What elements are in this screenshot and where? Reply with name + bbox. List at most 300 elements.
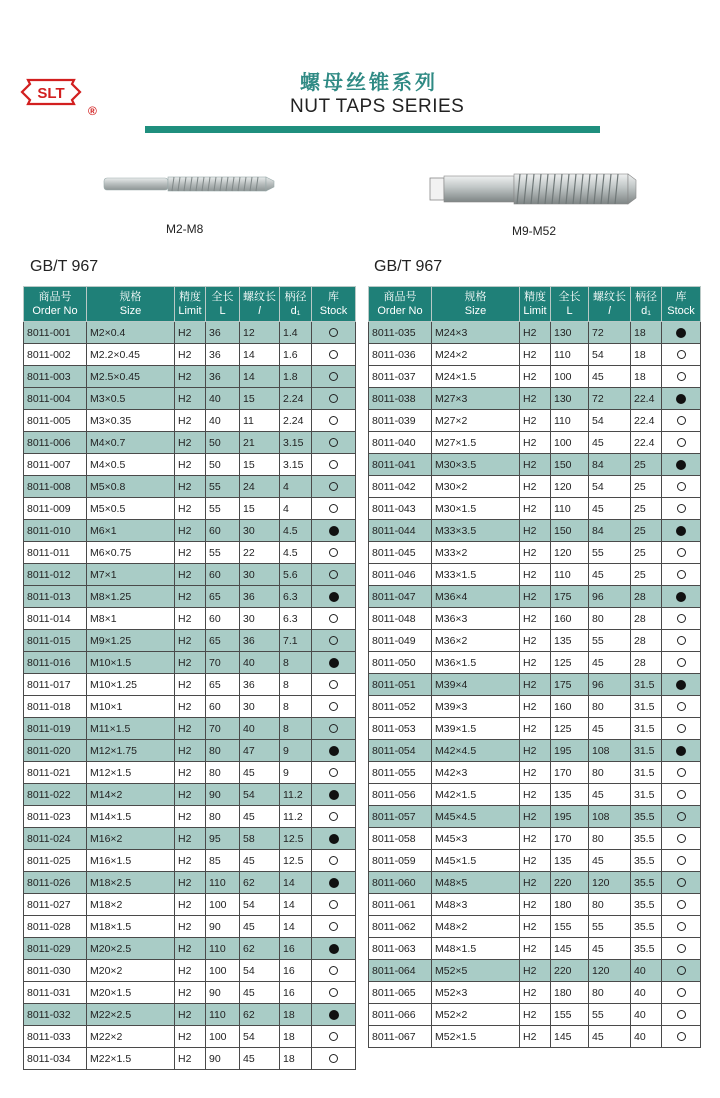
cell-thread-length: 80: [589, 828, 631, 850]
cell-shank-dia: 35.5: [631, 938, 662, 960]
cell-thread-length: 36: [240, 674, 280, 696]
cell-thread-length: 40: [240, 652, 280, 674]
cell-length: 160: [551, 696, 589, 718]
table-row: [24, 1048, 356, 1070]
cell-thread-length: 80: [589, 982, 631, 1004]
cell-order-no: 8011-039: [369, 410, 432, 432]
cell-order-no: 8011-044: [369, 520, 432, 542]
cell-stock: [312, 1048, 356, 1070]
cell-size: M16×2: [87, 828, 175, 850]
cell-limit: H2: [520, 652, 551, 674]
cell-size: M10×1.5: [87, 652, 175, 674]
cell-thread-length: 62: [240, 1004, 280, 1026]
cell-order-no: 8011-058: [369, 828, 432, 850]
cell-shank-dia: 18: [631, 344, 662, 366]
table-row: [369, 344, 701, 366]
cell-thread-length: 45: [589, 498, 631, 520]
stock-open-circle-icon: [677, 724, 686, 733]
cell-thread-length: 62: [240, 872, 280, 894]
cell-length: 85: [206, 850, 240, 872]
cell-length: 170: [551, 828, 589, 850]
cell-length: 65: [206, 674, 240, 696]
cell-length: 36: [206, 344, 240, 366]
cell-stock: [662, 762, 701, 784]
cell-size: M6×0.75: [87, 542, 175, 564]
cell-length: 60: [206, 564, 240, 586]
stock-filled-dot-icon: [329, 944, 339, 954]
cell-order-no: 8011-032: [24, 1004, 87, 1026]
cell-length: 145: [551, 938, 589, 960]
cell-length: 60: [206, 520, 240, 542]
cell-limit: H2: [175, 388, 206, 410]
cell-limit: H2: [175, 916, 206, 938]
cell-thread-length: 80: [589, 894, 631, 916]
cell-order-no: 8011-018: [24, 696, 87, 718]
stock-open-circle-icon: [677, 416, 686, 425]
cell-limit: H2: [175, 410, 206, 432]
cell-order-no: 8011-060: [369, 872, 432, 894]
stock-filled-dot-icon: [329, 526, 339, 536]
table-row: [369, 520, 701, 542]
cell-length: 195: [551, 806, 589, 828]
cell-length: 36: [206, 366, 240, 388]
cell-length: 60: [206, 696, 240, 718]
table-row: [24, 938, 356, 960]
cell-stock: [662, 630, 701, 652]
stock-open-circle-icon: [677, 658, 686, 667]
cell-size: M8×1.25: [87, 586, 175, 608]
cell-thread-length: 80: [589, 696, 631, 718]
cell-limit: H2: [520, 850, 551, 872]
cell-limit: H2: [520, 1004, 551, 1026]
cell-shank-dia: 35.5: [631, 806, 662, 828]
cell-size: M6×1: [87, 520, 175, 542]
cell-stock: [312, 1026, 356, 1048]
cell-shank-dia: 25: [631, 454, 662, 476]
cell-shank-dia: 40: [631, 1026, 662, 1048]
cell-shank-dia: 22.4: [631, 388, 662, 410]
cell-order-no: 8011-015: [24, 630, 87, 652]
stock-open-circle-icon: [677, 944, 686, 953]
cell-limit: H2: [175, 366, 206, 388]
stock-open-circle-icon: [329, 922, 338, 931]
table-row: [24, 366, 356, 388]
table-row: [24, 784, 356, 806]
cell-order-no: 8011-001: [24, 322, 87, 344]
cell-limit: H2: [520, 432, 551, 454]
cell-shank-dia: 7.1: [280, 630, 312, 652]
cell-stock: [662, 828, 701, 850]
cell-stock: [312, 344, 356, 366]
table-row: [24, 586, 356, 608]
cell-shank-dia: 8: [280, 718, 312, 740]
cell-order-no: 8011-037: [369, 366, 432, 388]
cell-shank-dia: 5.6: [280, 564, 312, 586]
cell-shank-dia: 12.5: [280, 850, 312, 872]
cell-thread-length: 45: [240, 850, 280, 872]
cell-order-no: 8011-005: [24, 410, 87, 432]
tap-image-small: [100, 172, 280, 196]
cell-limit: H2: [175, 344, 206, 366]
cell-limit: H2: [520, 586, 551, 608]
cell-shank-dia: 4: [280, 476, 312, 498]
cell-stock: [662, 410, 701, 432]
cell-shank-dia: 1.4: [280, 322, 312, 344]
cell-thread-length: 45: [589, 564, 631, 586]
cell-limit: H2: [175, 718, 206, 740]
cell-length: 90: [206, 916, 240, 938]
cell-length: 120: [551, 476, 589, 498]
cell-shank-dia: 35.5: [631, 916, 662, 938]
cell-length: 100: [551, 366, 589, 388]
cell-limit: H2: [520, 674, 551, 696]
cell-thread-length: 45: [240, 916, 280, 938]
stock-open-circle-icon: [329, 702, 338, 711]
table-row: [24, 498, 356, 520]
cell-shank-dia: 28: [631, 586, 662, 608]
cell-stock: [312, 366, 356, 388]
cell-order-no: 8011-050: [369, 652, 432, 674]
cell-order-no: 8011-017: [24, 674, 87, 696]
cell-limit: H2: [175, 652, 206, 674]
table-row: [24, 322, 356, 344]
stock-open-circle-icon: [329, 504, 338, 513]
header-stock: 库 Stock: [662, 287, 701, 322]
cell-size: M14×2: [87, 784, 175, 806]
cell-stock: [312, 652, 356, 674]
stock-open-circle-icon: [329, 438, 338, 447]
cell-thread-length: 14: [240, 344, 280, 366]
stock-open-circle-icon: [677, 856, 686, 865]
stock-open-circle-icon: [677, 812, 686, 821]
cell-shank-dia: 31.5: [631, 696, 662, 718]
cell-size: M48×5: [432, 872, 520, 894]
cell-stock: [662, 476, 701, 498]
cell-length: 130: [551, 322, 589, 344]
cell-order-no: 8011-023: [24, 806, 87, 828]
cell-length: 110: [206, 1004, 240, 1026]
cell-length: 65: [206, 586, 240, 608]
table-row: [369, 454, 701, 476]
cell-stock: [312, 718, 356, 740]
cell-size: M48×3: [432, 894, 520, 916]
cell-thread-length: 15: [240, 498, 280, 520]
cell-order-no: 8011-029: [24, 938, 87, 960]
stock-open-circle-icon: [677, 834, 686, 843]
cell-length: 90: [206, 1048, 240, 1070]
cell-thread-length: 45: [240, 762, 280, 784]
cell-size: M27×1.5: [432, 432, 520, 454]
cell-limit: H2: [175, 982, 206, 1004]
table-row: [369, 1026, 701, 1048]
cell-size: M52×5: [432, 960, 520, 982]
cell-size: M18×1.5: [87, 916, 175, 938]
cell-length: 55: [206, 498, 240, 520]
cell-length: 125: [551, 718, 589, 740]
table-header-row: [24, 287, 356, 322]
cell-length: 80: [206, 806, 240, 828]
cell-size: M4×0.7: [87, 432, 175, 454]
cell-thread-length: 84: [589, 520, 631, 542]
cell-limit: H2: [520, 916, 551, 938]
header-order-no: 商品号 Order No: [24, 287, 87, 322]
cell-order-no: 8011-048: [369, 608, 432, 630]
stock-open-circle-icon: [329, 768, 338, 777]
cell-length: 65: [206, 630, 240, 652]
stock-open-circle-icon: [677, 372, 686, 381]
cell-shank-dia: 22.4: [631, 410, 662, 432]
table-row: [24, 652, 356, 674]
cell-thread-length: 24: [240, 476, 280, 498]
cell-thread-length: 30: [240, 608, 280, 630]
table-row: [369, 586, 701, 608]
cell-shank-dia: 31.5: [631, 674, 662, 696]
cell-stock: [662, 1026, 701, 1048]
cell-order-no: 8011-057: [369, 806, 432, 828]
stock-open-circle-icon: [329, 482, 338, 491]
cell-stock: [312, 850, 356, 872]
cell-size: M39×3: [432, 696, 520, 718]
stock-open-circle-icon: [677, 790, 686, 799]
cell-stock: [312, 916, 356, 938]
cell-shank-dia: 40: [631, 982, 662, 1004]
registered-mark: ®: [88, 104, 97, 118]
cell-shank-dia: 11.2: [280, 806, 312, 828]
stock-filled-dot-icon: [676, 746, 686, 756]
cell-limit: H2: [520, 520, 551, 542]
cell-size: M5×0.5: [87, 498, 175, 520]
cell-limit: H2: [175, 1026, 206, 1048]
cell-order-no: 8011-026: [24, 872, 87, 894]
cell-shank-dia: 14: [280, 894, 312, 916]
cell-size: M10×1: [87, 696, 175, 718]
cell-shank-dia: 14: [280, 916, 312, 938]
cell-limit: H2: [175, 762, 206, 784]
cell-thread-length: 54: [589, 476, 631, 498]
cell-size: M2.5×0.45: [87, 366, 175, 388]
left-spec-table: [23, 286, 356, 1070]
cell-stock: [662, 432, 701, 454]
cell-shank-dia: 25: [631, 498, 662, 520]
cell-length: 100: [206, 960, 240, 982]
cell-stock: [312, 938, 356, 960]
cell-size: M39×1.5: [432, 718, 520, 740]
cell-stock: [662, 784, 701, 806]
cell-length: 145: [551, 1026, 589, 1048]
table-row: [369, 652, 701, 674]
table-row: [369, 762, 701, 784]
cell-limit: H2: [520, 542, 551, 564]
table-row: [369, 1004, 701, 1026]
table-row: [369, 322, 701, 344]
cell-order-no: 8011-022: [24, 784, 87, 806]
table-row: [369, 476, 701, 498]
cell-thread-length: 11: [240, 410, 280, 432]
cell-length: 195: [551, 740, 589, 762]
cell-stock: [662, 696, 701, 718]
cell-limit: H2: [520, 740, 551, 762]
stock-open-circle-icon: [329, 328, 338, 337]
cell-order-no: 8011-004: [24, 388, 87, 410]
table-row: [24, 1004, 356, 1026]
cell-size: M33×1.5: [432, 564, 520, 586]
cell-length: 100: [551, 432, 589, 454]
cell-size: M5×0.8: [87, 476, 175, 498]
cell-length: 135: [551, 630, 589, 652]
table-row: [24, 960, 356, 982]
cell-stock: [662, 1004, 701, 1026]
cell-thread-length: 55: [589, 916, 631, 938]
cell-order-no: 8011-065: [369, 982, 432, 1004]
title-divider-bar: [145, 126, 600, 133]
cell-length: 90: [206, 982, 240, 1004]
cell-size: M24×2: [432, 344, 520, 366]
cell-limit: H2: [175, 630, 206, 652]
cell-thread-length: 30: [240, 564, 280, 586]
cell-limit: H2: [520, 454, 551, 476]
header-length: 全长 L: [206, 287, 240, 322]
cell-order-no: 8011-025: [24, 850, 87, 872]
table-row: [24, 1026, 356, 1048]
logo-text: SLT: [37, 85, 65, 102]
cell-stock: [662, 388, 701, 410]
cell-shank-dia: 3.15: [280, 432, 312, 454]
cell-length: 110: [551, 564, 589, 586]
cell-thread-length: 15: [240, 388, 280, 410]
cell-limit: H2: [175, 850, 206, 872]
cell-order-no: 8011-006: [24, 432, 87, 454]
header-limit: 精度 Limit: [175, 287, 206, 322]
cell-size: M18×2.5: [87, 872, 175, 894]
title-cn: 螺母丝锥系列: [300, 70, 438, 94]
cell-order-no: 8011-043: [369, 498, 432, 520]
cell-limit: H2: [520, 476, 551, 498]
cell-order-no: 8011-035: [369, 322, 432, 344]
cell-shank-dia: 18: [631, 366, 662, 388]
cell-size: M36×2: [432, 630, 520, 652]
header-shank-dia: 柄径 d₁: [280, 287, 312, 322]
cell-limit: H2: [175, 872, 206, 894]
cell-length: 95: [206, 828, 240, 850]
cell-shank-dia: 4: [280, 498, 312, 520]
cell-shank-dia: 25: [631, 520, 662, 542]
table-header-row: [369, 287, 701, 322]
table-row: [24, 344, 356, 366]
cell-size: M20×1.5: [87, 982, 175, 1004]
cell-thread-length: 45: [589, 784, 631, 806]
cell-length: 70: [206, 652, 240, 674]
cell-shank-dia: 9: [280, 762, 312, 784]
cell-order-no: 8011-053: [369, 718, 432, 740]
cell-size: M36×1.5: [432, 652, 520, 674]
table-row: [369, 432, 701, 454]
cell-thread-length: 108: [589, 740, 631, 762]
cell-thread-length: 30: [240, 520, 280, 542]
cell-stock: [662, 894, 701, 916]
cell-size: M30×1.5: [432, 498, 520, 520]
cell-stock: [312, 388, 356, 410]
cell-thread-length: 96: [589, 586, 631, 608]
cell-thread-length: 21: [240, 432, 280, 454]
cell-length: 220: [551, 960, 589, 982]
cell-length: 60: [206, 608, 240, 630]
cell-order-no: 8011-067: [369, 1026, 432, 1048]
cell-stock: [662, 674, 701, 696]
cell-thread-length: 45: [240, 982, 280, 1004]
cell-size: M27×3: [432, 388, 520, 410]
cell-shank-dia: 6.3: [280, 608, 312, 630]
stock-open-circle-icon: [677, 922, 686, 931]
cell-shank-dia: 16: [280, 982, 312, 1004]
cell-size: M2.2×0.45: [87, 344, 175, 366]
cell-thread-length: 72: [589, 322, 631, 344]
cell-length: 55: [206, 542, 240, 564]
cell-stock: [662, 344, 701, 366]
cell-order-no: 8011-020: [24, 740, 87, 762]
cell-order-no: 8011-046: [369, 564, 432, 586]
cell-size: M52×2: [432, 1004, 520, 1026]
cell-size: M22×2.5: [87, 1004, 175, 1026]
cell-size: M2×0.4: [87, 322, 175, 344]
cell-stock: [662, 652, 701, 674]
cell-thread-length: 72: [589, 388, 631, 410]
cell-size: M33×2: [432, 542, 520, 564]
cell-size: M30×2: [432, 476, 520, 498]
cell-size: M39×4: [432, 674, 520, 696]
table-row: [369, 872, 701, 894]
stock-open-circle-icon: [329, 614, 338, 623]
cell-size: M22×2: [87, 1026, 175, 1048]
cell-shank-dia: 25: [631, 564, 662, 586]
cell-length: 80: [206, 762, 240, 784]
cell-thread-length: 45: [589, 652, 631, 674]
cell-stock: [312, 322, 356, 344]
cell-size: M18×2: [87, 894, 175, 916]
cell-thread-length: 55: [589, 542, 631, 564]
cell-thread-length: 58: [240, 828, 280, 850]
table-row: [24, 630, 356, 652]
cell-length: 175: [551, 586, 589, 608]
cell-limit: H2: [520, 828, 551, 850]
cell-size: M12×1.5: [87, 762, 175, 784]
cell-size: M7×1: [87, 564, 175, 586]
cell-thread-length: 54: [240, 894, 280, 916]
cell-thread-length: 45: [240, 806, 280, 828]
cell-size: M42×1.5: [432, 784, 520, 806]
cell-stock: [312, 476, 356, 498]
stock-open-circle-icon: [677, 1010, 686, 1019]
cell-limit: H2: [520, 872, 551, 894]
cell-order-no: 8011-007: [24, 454, 87, 476]
cell-limit: H2: [175, 1048, 206, 1070]
cell-thread-length: 45: [240, 1048, 280, 1070]
cell-size: M27×2: [432, 410, 520, 432]
cell-order-no: 8011-031: [24, 982, 87, 1004]
cell-shank-dia: 18: [280, 1026, 312, 1048]
cell-order-no: 8011-059: [369, 850, 432, 872]
stock-filled-dot-icon: [329, 592, 339, 602]
cell-order-no: 8011-052: [369, 696, 432, 718]
cell-stock: [662, 366, 701, 388]
table-row: [24, 740, 356, 762]
cell-stock: [312, 432, 356, 454]
cell-shank-dia: 31.5: [631, 762, 662, 784]
cell-thread-length: 22: [240, 542, 280, 564]
cell-shank-dia: 16: [280, 938, 312, 960]
stock-open-circle-icon: [329, 548, 338, 557]
stock-filled-dot-icon: [676, 460, 686, 470]
cell-shank-dia: 1.8: [280, 366, 312, 388]
